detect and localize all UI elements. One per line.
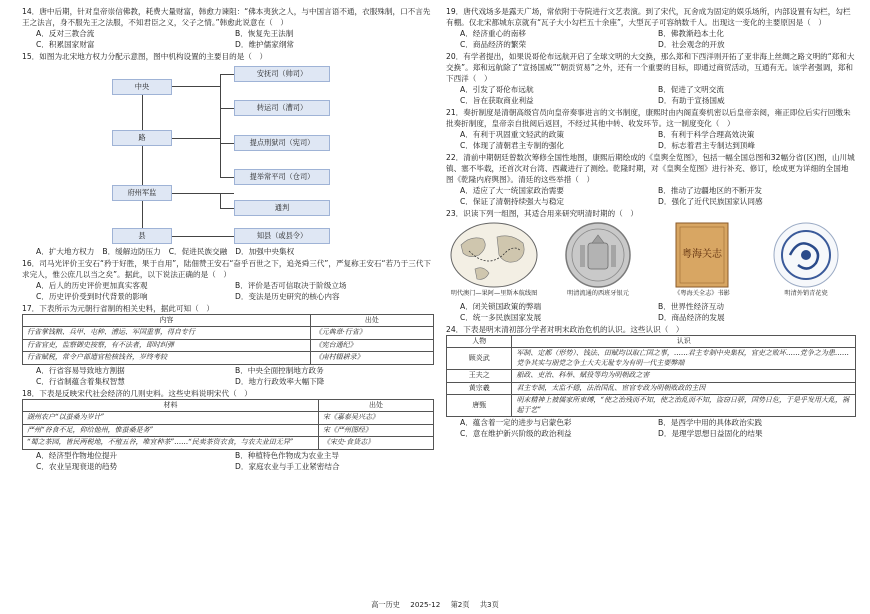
connector-line — [220, 143, 234, 144]
question-stem: 19．唐代戏场多是露天广场，常依附于寺院进行文艺表演。到了宋代，瓦舍成为固定的娱乐场所，内部设置有勾栏，勾栏有棚。仅北宋都城东京就有“瓦子大小勾栏五十余座”，大型瓦子可容纳数千人。出现这一变化的主要原因是（ ） — [446, 7, 851, 27]
porcelain-plate-icon — [770, 221, 842, 289]
table-cell: 黄宗羲 — [447, 382, 512, 394]
connector-line — [172, 86, 220, 87]
power-distribution-diagram — [112, 66, 412, 244]
question-stem: 14．唐中后期，针对皇帝崇信佛教，耗费大量财富，韩愈力谏阻：“佛本夷狄之人，与中国言语不通，衣服殊制，口不言先王之法言，身不服先王之法服，不知君臣之义，父子之情。”韩愈此说意在（ ） — [22, 7, 431, 27]
option-c[interactable]: C．统一多民族国家发展 — [460, 312, 542, 322]
option-c[interactable]: C．体现了清朝君主专制的强化 — [460, 141, 565, 150]
table-cell: 宋《严州图经》 — [318, 424, 433, 436]
options — [446, 129, 856, 151]
footer-total: 共3页 — [479, 600, 499, 609]
option-b[interactable]: B．有利于科学合理高效决策 — [658, 130, 755, 139]
option-c[interactable]: C．历史评价受到时代背景的影响 — [36, 292, 148, 301]
option-b[interactable]: B．是西学中用的具体政治实践 — [658, 418, 762, 428]
option-a[interactable]: A．经济重心的南移 — [460, 29, 526, 38]
option-b[interactable]: B．种植特色作物成为农业主导 — [235, 450, 339, 460]
book-title: 粤海关志 — [682, 249, 722, 260]
option-c[interactable]: C．农业呈现衰退的趋势 — [36, 461, 118, 471]
table-header: 出处 — [318, 399, 433, 411]
tidianxing-box: 提点刑狱司（宪司） — [234, 135, 330, 151]
options — [446, 301, 856, 323]
connector-line — [220, 108, 234, 109]
table-cell: 行省赋税，常令户部遣官检核钱谷，岁终考较 — [23, 352, 311, 364]
option-c[interactable]: C．积累国家财富 — [36, 40, 95, 49]
connector-line — [172, 236, 234, 237]
option-d[interactable]: D．标志着君主专制达到顶峰 — [658, 141, 755, 150]
table-cell: 行省官吏，监察御史按察，有不法者，即时纠弹 — [23, 339, 311, 351]
page-footer — [0, 600, 870, 610]
question-15 — [22, 51, 434, 257]
option-d[interactable]: D．强化了近代民族国家认同感 — [658, 197, 763, 206]
footer-date: 2025-12 — [410, 600, 441, 609]
option-b[interactable]: B．中央全面控制地方政务 — [235, 365, 324, 375]
table-cell: 湖州农户“以蚕桑为岁计” — [23, 412, 319, 424]
picture — [446, 221, 542, 299]
option-a[interactable]: A．有利于巩固重文轻武的政策 — [460, 130, 564, 139]
question-20 — [446, 51, 856, 106]
picture-caption: 明清流通的西班牙银元 — [567, 290, 629, 297]
option-d[interactable]: D．家庭农业与手工业紧密结合 — [235, 461, 340, 471]
source-table — [22, 314, 434, 365]
table-cell: 明末精神上被儒家所束缚，“使之治残而不知，使之治乱而不知，盗窃日骄，国势日危，于是乎发用大乱，祸起于艺” — [512, 395, 856, 417]
option-a[interactable]: A．经济型作物地位提升 — [36, 450, 118, 460]
option-c[interactable]: C．意在维护新兴阶级的政治利益 — [460, 429, 572, 439]
table-row — [23, 424, 434, 436]
options — [22, 246, 434, 257]
option-d[interactable]: D．维护儒家纲常 — [235, 40, 295, 49]
options — [22, 280, 434, 302]
picture — [758, 221, 854, 299]
option-d[interactable]: D．有助于宣扬国威 — [658, 96, 725, 105]
table-row — [23, 327, 434, 339]
left-column — [22, 6, 434, 473]
picture — [550, 221, 646, 299]
option-c[interactable]: C．促进民族交融 — [168, 247, 228, 256]
question-22 — [446, 152, 856, 207]
table-cell: 《南村辍耕录》 — [310, 352, 433, 364]
question-stem: 22．清前中期朝廷曾数次筹修全国性地图，康熙后期绘成的《皇舆全览图》，包括一幅全国总图和32幅分省(区)图，山川城镇、塞不毕载，还首次对台湾、西藏进行了测绘。乾隆时期，对《皇舆全览图》进行补充、修订，绘成更为详细的全国地图《乾隆内府舆图》。清廷的这些举措（ ） — [446, 153, 855, 184]
question-16 — [22, 258, 434, 302]
option-b[interactable]: B．推动了边疆地区的不断开发 — [658, 186, 762, 195]
option-a[interactable]: A．后人的历史评价更加真实客观 — [36, 281, 148, 290]
picture-caption: 明清外销青花瓷 — [784, 290, 828, 297]
option-a[interactable]: A．行省容易导致地方割据 — [36, 365, 125, 375]
options — [22, 450, 434, 472]
option-a[interactable]: A．蕴含着一定的进步与启蒙色彩 — [460, 418, 572, 428]
table-row — [447, 382, 856, 394]
options — [446, 417, 856, 439]
question-stem: 24．下表是明末清初部分学者对明末政治危机的认识。这些认识（ ） — [446, 324, 684, 334]
option-b[interactable]: B．恢复先王法制 — [235, 29, 294, 38]
fuzhou-box: 府州军监 — [112, 185, 172, 201]
picture — [654, 221, 750, 299]
table-cell: 唐甄 — [447, 395, 512, 417]
option-b[interactable]: B．缓解边防压力 — [102, 247, 161, 256]
table-cell: 顾炎武 — [447, 348, 512, 370]
connector-line — [142, 93, 143, 234]
table-cell: “蜀之茶园，皆民两税地，不殖五谷，唯宜种茶”……“民卖茶资衣食，与农夫业田无异” — [23, 437, 319, 449]
option-d[interactable]: D．变法是历史研究的核心内容 — [235, 292, 340, 301]
right-column — [446, 6, 856, 440]
options — [22, 28, 434, 50]
question-stem: 20．有学者提出，如果说哥伦布远航开启了全球文明的大交换，那么郑和下西洋则开拓了亚非海上丝绸之路文明的“郑和大交换”。郑和远航除了“宣扬国威”“朝贡贸易”之外，还有一个重要的目标，即通过商贸活动，互通有无。该学者强调，郑和下西洋（ ） — [446, 52, 855, 83]
table-cell: 宋《嘉泰吴兴志》 — [318, 412, 433, 424]
tongpan-box: 通判 — [234, 200, 330, 216]
table-header: 人物 — [447, 335, 512, 347]
table-row — [23, 412, 434, 424]
table-row — [447, 370, 856, 382]
xian-box: 县 — [112, 228, 172, 244]
question-24 — [446, 324, 856, 439]
table-row — [447, 348, 856, 370]
silver-coin-icon — [562, 221, 634, 289]
option-d[interactable]: D．加强中央集权 — [235, 247, 295, 256]
option-d[interactable]: D．社会观念的开放 — [658, 40, 725, 49]
option-a[interactable]: A．反对三教合流 — [36, 29, 95, 38]
lu-box: 路 — [112, 130, 172, 146]
question-stem: 18．下表是反映宋代社会经济的几则史料。这些史料说明宋代（ ） — [22, 388, 252, 398]
options — [446, 28, 856, 50]
question-stem: 16．司马光评价王安石“矜于好胜，果于自用”，陆佃赞王安石“奋乎百世之下，追尧舜三代”，严复称王安石“若乃于三代下求完人，惟公庶几以当之矣”。据此，以下说法正确的是（ ） — [22, 259, 432, 279]
footer-course: 高一历史 — [371, 600, 400, 609]
options — [22, 365, 434, 387]
option-c[interactable]: C．商品经济的繁荣 — [460, 40, 527, 49]
table-cell: 严州“谷食不足，仰给他州，惟蚕桑是务” — [23, 424, 319, 436]
option-b[interactable]: B．佛教渐趋本土化 — [658, 29, 724, 38]
connector-line — [220, 74, 221, 177]
table-cell: 行省掌钱粮、兵甲、屯种、漕运、军国重事，得自专行 — [23, 327, 311, 339]
picture-row — [446, 221, 856, 299]
connector-line — [220, 177, 234, 178]
zhixian-box: 知县（或县令） — [234, 228, 330, 244]
central-box: 中央 — [112, 79, 172, 95]
connector-line — [172, 138, 220, 139]
table-cell: 军制、定都（形势）、钱法、田赋均以取亡国之事，……君主专制中央集权，官吏之败坏……党争之为患……党争其实与朋党之争士大夫无耻专为有明一代主要弊端 — [512, 348, 856, 370]
table-row — [23, 339, 434, 351]
picture-caption: 明代澳门—果阿—里斯本航线图 — [450, 290, 538, 297]
table-row — [447, 395, 856, 417]
question-stem: 17．下表所示为元朝行省制的相关史料，据此可知（ ） — [22, 304, 214, 313]
table-header: 认识 — [512, 335, 856, 347]
table-cell: 船政、吏治、科举、赋役等均为明朝政之害 — [512, 370, 856, 382]
option-a[interactable]: A．闭关锁国政策的弊端 — [460, 301, 542, 311]
anfu-box: 安抚司（帅司） — [234, 66, 330, 82]
connector-line — [220, 74, 234, 75]
question-stem: 21．奏折制度是清朝高级官员向皇帝奏事进言的文书制度，康熙时由内阁直奏机密以后皇帝亲阅，雍正即位后实行回缴朱批奏折制度，皇帝亲自批阅后返回，不经过其他中转、收发环节。这一制度变化（ ） — [446, 108, 851, 128]
question-21 — [446, 107, 856, 151]
options — [446, 185, 856, 207]
option-a[interactable]: A．适应了大一统国家政治需要 — [460, 186, 564, 195]
zhuanyun-box: 转运司（漕司） — [234, 100, 330, 116]
option-d[interactable]: D．是理学思想日益固化的结果 — [658, 429, 763, 439]
options — [446, 84, 856, 106]
table-cell: 《宋史·食货志》 — [318, 437, 433, 449]
book-cover-icon — [674, 221, 730, 289]
question-17 — [22, 303, 434, 387]
option-c[interactable]: C．行省制蕴含着集权智慧 — [36, 376, 125, 386]
table-cell: 君主专制，太监不德，法治国乱、宦官专政为明朝败政的主因 — [512, 382, 856, 394]
option-c[interactable]: C．保证了清朝持续强大与稳定 — [460, 197, 565, 206]
connector-line — [172, 193, 234, 194]
table-cell: 《元典章·行省》 — [310, 327, 433, 339]
route-map-icon — [449, 221, 539, 289]
option-a[interactable]: A．引发了哥伦布远航 — [460, 85, 534, 94]
source-table — [446, 335, 856, 417]
question-stem: 15．如图为北宋地方权力分配示意图，图中机构设置的主要目的是（ ） — [22, 52, 268, 61]
option-d[interactable]: D．地方行政效率大幅下降 — [235, 376, 325, 386]
table-row — [23, 437, 434, 449]
table-header: 材料 — [23, 399, 319, 411]
option-b[interactable]: B．世界性经济互动 — [658, 301, 724, 311]
table-header: 内容 — [23, 315, 311, 327]
option-b[interactable]: B．评价是否可信取决于阶级立场 — [235, 281, 347, 290]
question-19 — [446, 6, 856, 50]
picture-caption: 《粤海关全志》书影 — [674, 290, 730, 297]
table-cell: 王夫之 — [447, 370, 512, 382]
option-c[interactable]: C．旨在获取商业利益 — [460, 96, 534, 105]
option-b[interactable]: B．促进了文明交流 — [658, 85, 724, 94]
table-row — [23, 352, 434, 364]
question-stem: 23．识读下列一组图，其适合用来研究明清时期的（ ） — [446, 209, 638, 218]
source-table — [22, 399, 434, 450]
footer-page: 第2页 — [450, 600, 470, 609]
table-header: 出处 — [310, 315, 433, 327]
connector-line — [220, 193, 221, 208]
tijuchang-box: 提举常平司（仓司） — [234, 169, 330, 185]
connector-line — [220, 208, 234, 209]
question-18 — [22, 388, 434, 472]
option-a[interactable]: A．扩大地方权力 — [36, 247, 95, 256]
question-14 — [22, 6, 434, 50]
option-d[interactable]: D．商品经济的发展 — [658, 312, 725, 322]
table-cell: 《宪台通纪》 — [310, 339, 433, 351]
question-23 — [446, 208, 856, 323]
